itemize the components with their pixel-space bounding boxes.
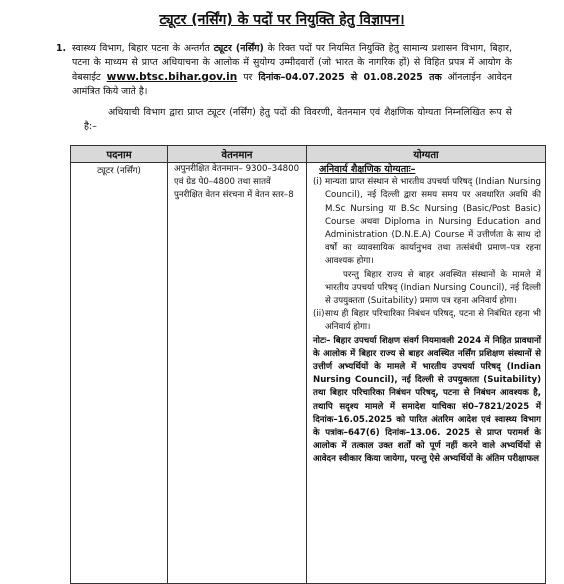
- application-dates: दिनांक–04.07.2025 से 01.08.2025 तक: [258, 72, 442, 83]
- intro-paragraph: [56, 42, 513, 99]
- header-post-name: पदनाम: [71, 146, 168, 163]
- intro-text-c: के रिक्त पदों पर नियमित नियुक्ति हेतु सामान्य प्रशासन विभाग, बिहार, पटना के माध्यम से प्राप्त अधियाचना के आलोक में सुयोग्य उम्मीदवारों (जो भारत के नागरिक हों) से विहित प्रपत्र में आयोग के वेबसाईट: [72, 43, 512, 83]
- details-paragraph: अधियाची विभाग द्वारा प्राप्त ट्यूटर (नर्सिंग) हेतु पदों की विवरणी, वेतनमान एवं शैक्षणिक योग्यता निम्नलिखित रूप से है:–: [84, 107, 512, 132]
- intro-post-name: ट्यूटर (नर्सिंग): [213, 43, 264, 54]
- qualification-item-2: [313, 308, 541, 334]
- qualification-item-1-proviso: परन्तु बिहार राज्य से बाहर अवस्थित संस्थानों के मामले में भारतीय उपचर्या परिषद् (Indian Nursing Council), नई दिल्ली से उपयुक्तता (Suitability) प्रमाण पत्र रहना अनिवार्य होगा।: [325, 269, 541, 307]
- vacancy-table: [70, 145, 546, 584]
- header-qualification: योग्यता: [307, 146, 546, 163]
- page-title: ट्यूटर (नर्सिंग) के पदों पर नियुक्ति हेतु विज्ञापन।: [159, 12, 405, 28]
- qualification-item-1: [313, 176, 541, 268]
- intro-text-d: पर: [237, 72, 259, 83]
- header-pay-scale: वेतनमान: [168, 146, 307, 163]
- cell-post-name: ट्यूटर (नर्सिंग): [71, 163, 168, 584]
- intro-text-e: ऑनलाईन आवेदन आमंत्रित किये जाते है।: [72, 72, 513, 97]
- item-2-text: साथ ही बिहार परिचारिका निबंधन परिषद्, पटना से निबंधित रहना भी अनिवार्य होगा।: [325, 309, 541, 333]
- item-1-text: मान्यता प्राप्त संस्थान से भारतीय उपचर्या परिषद् (Indian Nursing Council), नई दिल्ली द्वारा समय समय पर अवधारित अवधि की M.Sc Nursing या B.Sc Nursing (Basic/Post Basic) Course अथवा Diploma in Nursing Education and Administration (D.N.E.A) Course में उत्तीर्णता के साथ दो वर्षों का व्यावसायिक कार्यानुभव तथा तत्संबंधी प्रमाण–पत्र रहना आवश्यक होगा।: [325, 177, 541, 267]
- cell-pay-scale: अपुनरीक्षित वेतनमान– 9300–34800 एवं ग्रेड पे0–4800 तथा सातवें पुनरीक्षित वेतन संरचना में वेतन स्तर–8: [168, 163, 307, 584]
- paragraph-number: 1.: [56, 43, 67, 54]
- table-header-row: [71, 146, 546, 163]
- item-2-marker: (ii): [313, 309, 325, 320]
- cell-qualification: [307, 163, 546, 584]
- qualification-heading: अनिवार्य शैक्षणिक योग्यताः–: [319, 164, 416, 175]
- table-row: [71, 163, 546, 584]
- qualification-note: नोटः– बिहार उपचर्या शिक्षण संवर्ग नियमावली 2024 में निहित प्रावधानों के आलोक में बिहार राज्य से बाहर अवस्थित नर्सिंग प्रशिक्षण संस्थानों से उत्तीर्ण अभ्यर्थियों के मामले में भारतीय उपचर्या परिषद् (Indian Nursing Council), नई दिल्ली से उपयुक्तता (Suitability) तथा बिहार परिचारिका निबंधन परिषद्, पटना से निबंधन आवश्यक है, तथापि सदृश्य मामले में समादेश याचिका सं0–7821/2025 में दिनांक–16.05.2025 को पारित अंतरिम आदेश एवं स्वास्थ्य विभाग के पत्रांक–647(6) दिनांक–13.06. 2025 से प्राप्त परामर्श के आलोक में तत्काल उक्त शर्तों को पूर्ण नहीं करने वाले अभ्यर्थियों से आवेदन स्वीकार किया जायेगा, परन्तु ऐसे अभ्यर्थियों के अंतिम परीक्षाफल: [313, 335, 541, 465]
- item-1-marker: (i): [313, 177, 323, 188]
- intro-text-a: स्वास्थ्य विभाग, बिहार पटना के अन्तर्गत: [72, 43, 214, 54]
- website-link[interactable]: www.btsc.bihar.gov.in: [106, 71, 238, 83]
